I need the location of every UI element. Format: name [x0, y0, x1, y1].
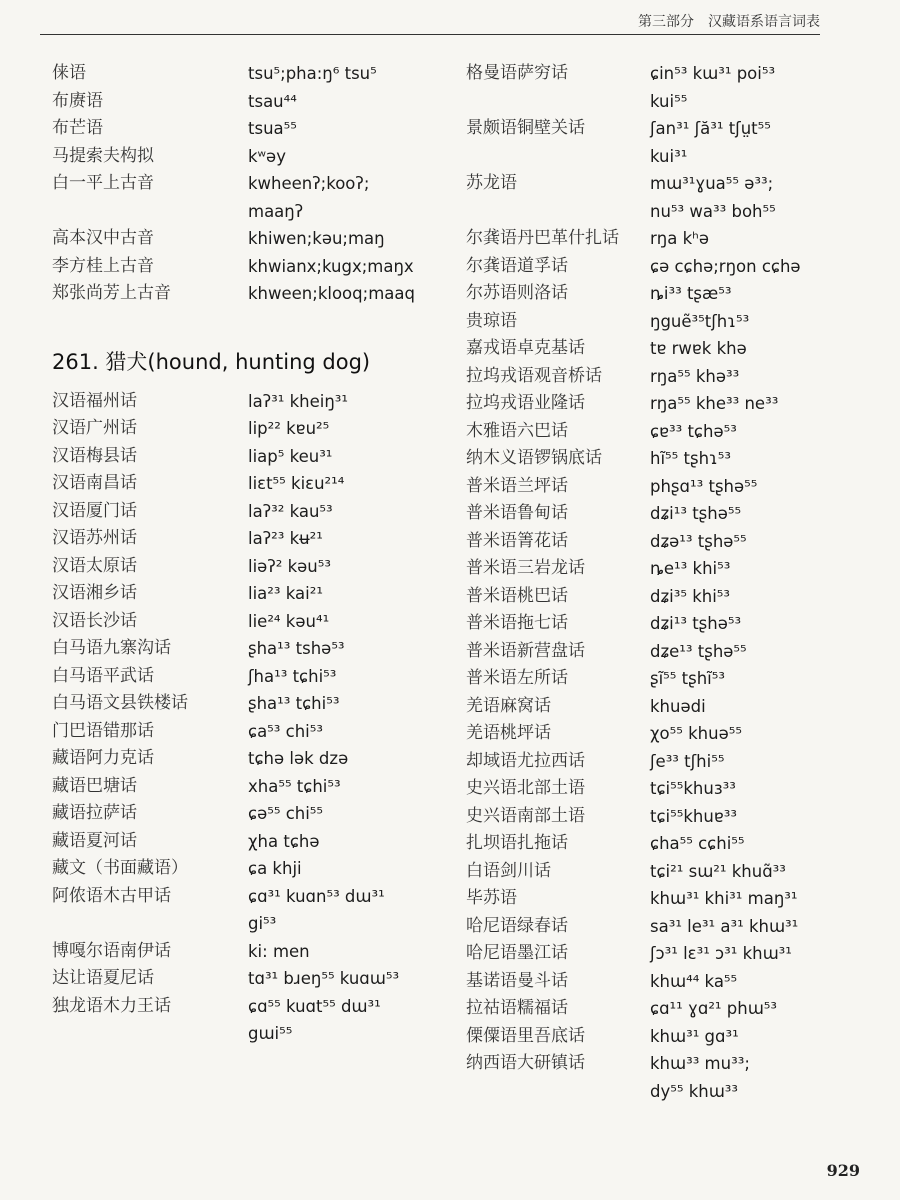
language-name: 达让语夏尼话	[52, 968, 154, 988]
word-form: dʑi¹³ tʂhə⁵⁵	[650, 504, 742, 523]
word-form: ʃha¹³ tɕhi⁵³	[248, 666, 337, 686]
language-name: 普米语桃巴话	[466, 585, 568, 606]
list-item	[466, 995, 866, 1023]
list-item	[466, 665, 866, 693]
language-name: 门巴语错那话	[52, 720, 154, 741]
language-name: 郑张尚芳上古音	[52, 283, 171, 303]
running-header	[40, 8, 820, 35]
list-item	[52, 525, 432, 553]
word-form: χha tɕhə	[248, 831, 320, 851]
list-item	[466, 885, 866, 913]
list-item	[52, 745, 432, 773]
list-item	[52, 938, 432, 966]
list-item	[466, 610, 866, 638]
list-item	[52, 580, 432, 608]
list-item	[466, 693, 866, 721]
left-column	[52, 60, 432, 1048]
word-form: khɯ³¹ gɑ³¹	[650, 1026, 739, 1046]
list-item	[466, 170, 866, 225]
word-form: ɕə cɕhə;rŋon cɕhə	[650, 256, 801, 276]
list-item	[466, 1023, 866, 1051]
language-name: 普米语左所话	[466, 668, 568, 688]
list-item	[52, 855, 432, 883]
list-item	[52, 60, 432, 88]
word-form: tɕi⁵⁵khuɜ³³	[650, 779, 736, 798]
list-item	[52, 280, 432, 308]
language-name: 拉坞戎语业隆话	[466, 393, 585, 413]
list-item	[466, 418, 866, 446]
list-item	[466, 390, 866, 418]
list-item	[52, 388, 432, 416]
language-name: 藏语夏河话	[52, 830, 137, 851]
language-name: 哈尼语绿春话	[466, 915, 568, 936]
language-name: 高本汉中古音	[52, 228, 154, 248]
word-form: tɕi²¹ sɯ²¹ khuɑ̃³³	[650, 861, 786, 881]
list-item	[466, 445, 866, 473]
list-item	[52, 608, 432, 636]
list-item	[466, 473, 866, 501]
word-form: laʔ³¹ kheiŋ³¹	[248, 391, 349, 411]
language-name: 毕苏语	[466, 888, 517, 908]
language-name: 拉坞戎语观音桥话	[466, 365, 602, 386]
language-name: 白语剑川话	[466, 860, 551, 881]
language-name: 马提索夫构拟	[52, 145, 154, 166]
section-title: 261. 猎犬(hound, hunting dog)	[52, 349, 371, 374]
word-form: ɕɐ³³ tɕhə⁵³	[650, 421, 737, 441]
header-title: 汉藏语系语言词表	[708, 14, 820, 30]
language-name: 哈尼语墨江话	[466, 943, 568, 963]
language-name: 贵琼语	[466, 310, 517, 331]
word-form: ȵi³³ tʂæ⁵³	[650, 284, 732, 303]
word-form: χo⁵⁵ khuə⁵⁵	[650, 724, 742, 743]
language-name: 普米语兰坪话	[466, 475, 568, 496]
word-form: laʔ³² kau⁵³	[248, 501, 333, 521]
list-item	[466, 280, 866, 308]
list-item	[466, 335, 866, 363]
word-form: tɑ³¹ bɹeŋ⁵⁵ kuɑɯ⁵³	[248, 969, 400, 988]
language-name: 基诺语曼斗话	[466, 970, 568, 991]
list-item	[466, 583, 866, 611]
language-name: 苏龙语	[466, 173, 517, 193]
word-form: ʂha¹³ tshə⁵³	[248, 639, 345, 658]
word-form: ɕə⁵⁵ chi⁵⁵	[248, 804, 324, 823]
language-name: 汉语太原话	[52, 555, 137, 576]
header-part: 第三部分	[638, 14, 694, 30]
list-item	[52, 470, 432, 498]
list-item	[52, 800, 432, 828]
language-name: 布赓语	[52, 90, 103, 111]
language-name: 白一平上古音	[52, 173, 154, 193]
right-column	[466, 60, 866, 1105]
word-form: khɯ³³ mu³³; dy⁵⁵ khɯ³³	[650, 1054, 750, 1101]
word-form: mɯ³¹ɣua⁵⁵ ə³³; nu⁵³ wa³³ boh⁵⁵	[650, 174, 776, 221]
language-name: 李方桂上古音	[52, 255, 154, 276]
word-form: dʑə¹³ tʂhə⁵⁵	[650, 531, 747, 551]
list-item	[52, 690, 432, 718]
word-form: tɐ rwɐk khə	[650, 339, 747, 358]
list-item	[466, 363, 866, 391]
language-name: 羌语桃坪话	[466, 723, 551, 743]
word-form: kʷəy	[248, 146, 286, 166]
page-number: 929	[826, 1161, 860, 1180]
list-item	[466, 60, 866, 115]
list-item	[466, 500, 866, 528]
word-form: ɕha⁵⁵ cɕhi⁵⁵	[650, 834, 745, 853]
list-item	[52, 88, 432, 116]
list-item	[466, 940, 866, 968]
word-form: rŋa⁵⁵ khə³³	[650, 366, 740, 386]
list-item	[52, 443, 432, 471]
word-form: tsu⁵;pha:ŋ⁶ tsu⁵	[248, 64, 377, 83]
word-form: khween;klooq;maaq	[248, 284, 415, 303]
word-form: liɛt⁵⁵ kiɛu²¹⁴	[248, 474, 345, 493]
word-form: xha⁵⁵ tɕhi⁵³	[248, 776, 341, 796]
language-name: 白马语平武话	[52, 665, 154, 686]
language-name: 独龙语木力王话	[52, 995, 171, 1016]
word-form: tsua⁵⁵	[248, 119, 297, 138]
list-item	[466, 968, 866, 996]
word-form: rŋa kʰə	[650, 229, 709, 248]
word-form: ʃɔ³¹ lɛ³¹ ɔ³¹ khɯ³¹	[650, 944, 792, 963]
language-name: 汉语广州话	[52, 418, 137, 438]
word-form: ȵe¹³ khi⁵³	[650, 559, 731, 578]
word-form: khɯ³¹ khi³¹ maŋ³¹	[650, 889, 798, 908]
list-item	[466, 308, 866, 336]
language-name: 木雅语六巴话	[466, 420, 568, 441]
list-item	[466, 913, 866, 941]
list-item	[466, 775, 866, 803]
word-form: ɕa khji	[248, 859, 302, 878]
word-form: rŋa⁵⁵ khe³³ ne³³	[650, 394, 779, 413]
list-item	[466, 748, 866, 776]
language-name: 普米语新营盘话	[466, 640, 585, 661]
list-item	[466, 115, 866, 170]
list-item	[466, 638, 866, 666]
language-name: 纳西语大研镇话	[466, 1053, 585, 1073]
language-name: 汉语福州话	[52, 390, 137, 411]
word-form: dʑi¹³ tʂhə⁵³	[650, 614, 742, 633]
word-form: ki: men	[248, 941, 310, 961]
word-form: khuədi	[650, 696, 706, 716]
language-name: 汉语南昌话	[52, 473, 137, 493]
word-form: lia²³ kai²¹	[248, 584, 323, 603]
word-form: ʃe³³ tʃhi⁵⁵	[650, 751, 725, 771]
word-form: tɕhə lək dzə	[248, 749, 349, 768]
list-item	[52, 553, 432, 581]
list-item	[466, 253, 866, 281]
language-name: 汉语长沙话	[52, 610, 137, 631]
language-name: 羌语麻窝话	[466, 695, 551, 716]
list-item	[466, 528, 866, 556]
list-item	[466, 225, 866, 253]
word-form: dʑe¹³ tʂhə⁵⁵	[650, 641, 747, 661]
language-name: 普米语鲁甸话	[466, 503, 568, 523]
word-form: laʔ²³ kʉ²¹	[248, 529, 323, 548]
language-name: 格曼语萨穷话	[466, 63, 568, 83]
word-form: hĩ⁵⁵ tʂhɿ⁵³	[650, 449, 732, 468]
list-item	[52, 965, 432, 993]
list-item	[52, 498, 432, 526]
language-name: 藏语拉萨话	[52, 803, 137, 823]
language-name: 嘉戎语卓克基话	[466, 338, 585, 358]
list-item	[466, 858, 866, 886]
language-name: 扎坝语扎拖话	[466, 833, 568, 853]
list-item	[52, 718, 432, 746]
language-name: 尔龚语丹巴革什扎话	[466, 228, 619, 248]
language-name: 汉语梅县话	[52, 445, 137, 466]
word-form: ɕa⁵³ chi⁵³	[248, 721, 323, 741]
language-name: 却域语尤拉西话	[466, 750, 585, 771]
list-item	[466, 1050, 866, 1105]
list-item	[52, 143, 432, 171]
word-form: ɕɑ⁵⁵ kuɑt⁵⁵ dɯ³¹ gɯi⁵⁵	[248, 996, 381, 1043]
language-name: 纳木义语锣锅底话	[466, 448, 602, 468]
word-form: phʂɑ¹³ tʂhə⁵⁵	[650, 476, 758, 496]
language-name: 普米语三岩龙话	[466, 558, 585, 578]
left-bottom-list	[52, 388, 432, 1048]
word-form: liap⁵ keu³¹	[248, 446, 333, 466]
list-item	[52, 253, 432, 281]
list-item	[466, 555, 866, 583]
word-form: kwheenʔ;kooʔ; maaŋʔ	[248, 174, 370, 221]
language-name: 白马语九寨沟话	[52, 638, 171, 658]
word-form: ʂha¹³ tɕhi⁵³	[248, 694, 340, 713]
list-item	[52, 993, 432, 1048]
language-name: 尔苏语则洛话	[466, 283, 568, 303]
word-form: ʃan³¹ ʃă³¹ tʃṳt⁵⁵ kui³¹	[650, 119, 771, 166]
language-name: 拉祜语糯福话	[466, 998, 568, 1018]
language-name: 普米语箐花话	[466, 530, 568, 551]
language-name: 史兴语北部土语	[466, 778, 585, 798]
word-form: ɕin⁵³ kɯ³¹ poi⁵³ kui⁵⁵	[650, 64, 776, 111]
language-name: 傈僳语里吾底话	[466, 1025, 585, 1046]
word-form: ɕɑ¹¹ ɣɑ²¹ phɯ⁵³	[650, 999, 778, 1018]
word-form: ŋguẽ³⁵tʃhɿ⁵³	[650, 311, 750, 331]
language-name: 博嘎尔语南伊话	[52, 940, 171, 961]
language-name: 俫语	[52, 63, 86, 83]
word-form: khɯ⁴⁴ ka⁵⁵	[650, 971, 738, 991]
list-item	[52, 828, 432, 856]
language-name: 汉语湘乡话	[52, 583, 137, 603]
list-item	[466, 720, 866, 748]
list-item	[52, 415, 432, 443]
list-item	[466, 803, 866, 831]
language-name: 景颇语铜壁关话	[466, 118, 585, 138]
language-name: 藏文（书面藏语）	[52, 858, 188, 878]
word-form: khiwen;kǝu;maŋ	[248, 229, 385, 248]
word-form: lip²² kɐu²⁵	[248, 419, 330, 438]
list-item	[52, 663, 432, 691]
word-form: tɕi⁵⁵khuɐ³³	[650, 806, 737, 826]
language-name: 藏语巴塘话	[52, 775, 137, 796]
language-name: 阿侬语木古甲话	[52, 885, 171, 906]
word-form: lie²⁴ kəu⁴¹	[248, 611, 330, 631]
language-name: 汉语厦门话	[52, 500, 137, 521]
language-name: 白马语文县铁楼话	[52, 693, 188, 713]
language-name: 布芒语	[52, 118, 103, 138]
list-item	[466, 830, 866, 858]
word-form: sa³¹ le³¹ a³¹ khɯ³¹	[650, 916, 799, 936]
left-top-list	[52, 60, 432, 308]
language-name: 藏语阿力克话	[52, 748, 154, 768]
list-item	[52, 170, 432, 225]
word-form: tsau⁴⁴	[248, 91, 297, 111]
language-name: 尔龚语道孚话	[466, 255, 568, 276]
list-item	[52, 115, 432, 143]
word-form: khwianx;kugx;maŋx	[248, 256, 414, 276]
word-form: ʂĩ⁵⁵ tʂhĩ⁵³	[650, 669, 725, 688]
word-form: dʑi³⁵ khi⁵³	[650, 586, 731, 606]
list-item	[52, 883, 432, 938]
word-form: ɕɑ³¹ kuɑn⁵³ dɯ³¹ gi⁵³	[248, 886, 385, 933]
list-item	[52, 225, 432, 253]
list-item	[52, 635, 432, 663]
language-name: 普米语拖七话	[466, 613, 568, 633]
word-form: liəʔ² kəu⁵³	[248, 556, 331, 576]
list-item	[52, 773, 432, 801]
language-name: 汉语苏州话	[52, 528, 137, 548]
language-name: 史兴语南部土语	[466, 805, 585, 826]
